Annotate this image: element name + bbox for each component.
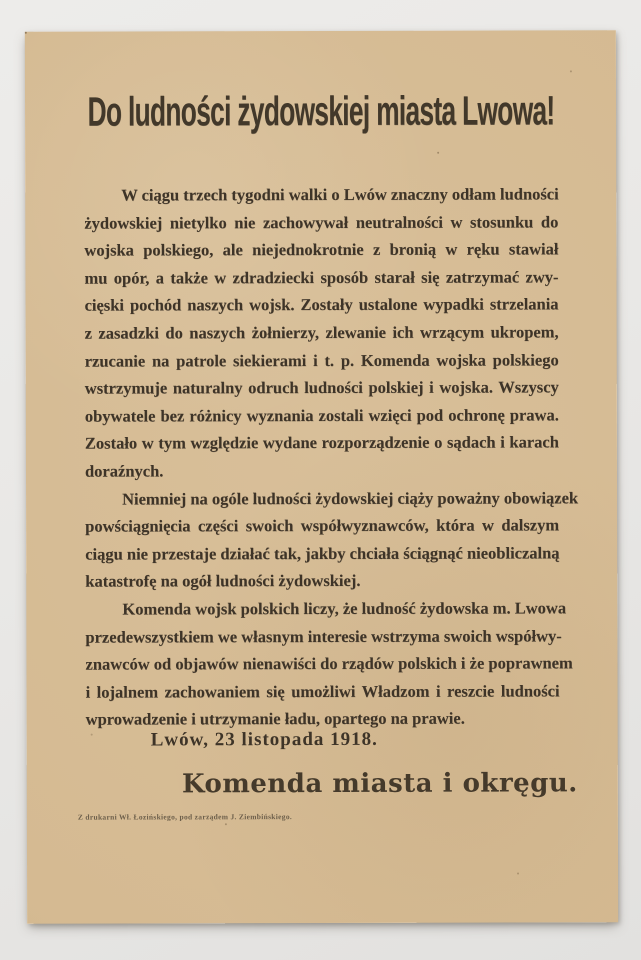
body-line: Niemniej na ogóle ludności żydowskiej ciąży poważny obowiązek [122,487,579,509]
poster-paper [25,30,618,924]
printer-imprint: Z drukarni Wł. Łozińskiego, pod zarządem J. Ziembińskiego. [77,812,293,822]
body-line: katastrofę na ogół ludności żydowskiej. [85,571,361,591]
body-line: przedewszystkiem we własnym interesie wstrzyma swoich współwy- [85,625,562,647]
body-line: ciągu nie przestaje działać tak, jakby chciała ściągnąć nieobliczalną [85,543,560,564]
body-line: wojska polskiego, ale niejednokrotnie z bronią w ręku stawiał [84,239,559,260]
body-line: Zostało w tym względzie wydane rozporządzenie o sądach i karach [84,432,559,453]
body-line: powściągnięcia części swoich współwyznawców, która w dalszym [85,515,560,536]
poster-title: Do ludności żydowskiej miasta Lwowa! [87,87,555,135]
poster-body [84,180,579,733]
body-line: wprowadzenie i utrzymanie ładu, opartego na prawie. [85,708,465,729]
body-line: Komenda wojsk polskich liczy, że ludność żydowska m. Lwowa [122,598,567,619]
body-line: W ciągu trzech tygodni walki o Lwów znaczny odłam ludności [121,184,559,205]
body-line: mu opór, a także w zdradziecki sposób starał się zatrzymać zwy- [84,267,559,288]
body-line: z zasadzki do naszych żołnierzy, zlewanie ich wrzącym ukropem, [84,322,559,343]
body-line: cięski pochód naszych wojsk. Zostały ustalone wypadki strzelania [84,294,559,315]
body-line: i lojalnem zachowaniem się umożliwi Władzom i reszcie ludności [85,681,560,702]
body-line: obywatele bez różnicy wyznania zostali wzięci pod ochronę prawa. [84,405,559,426]
body-line: doraźnych. [84,461,164,481]
body-line: żydowskiej nietylko nie zachowywał neutralności w stosunku do [84,211,559,233]
body-line: znawców od objawów nienawiści do rządów polskich i że poprawnem [85,653,573,674]
signature: Komenda miasta i okręgu. [181,768,578,800]
body-line: wstrzymuje naturalny odruch ludności polskiej i wojska. Wszyscy [84,377,559,398]
body-line: rzucanie na patrole siekierami i t. p. Komenda wojska polskiego [84,349,559,371]
dateline: Lwów, 23 listopada 1918. [150,728,378,751]
